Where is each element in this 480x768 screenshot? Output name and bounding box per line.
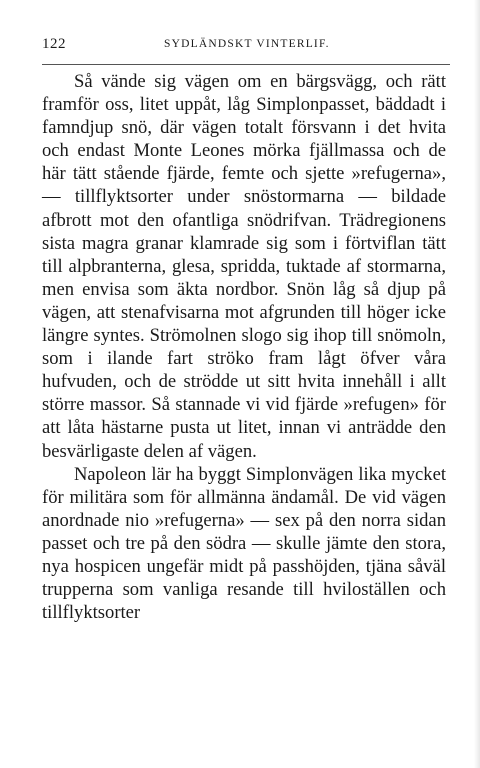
- body-text: [42, 70, 446, 624]
- page-edge-shadow: [474, 0, 480, 768]
- page-number: 122: [42, 36, 66, 52]
- running-head: [42, 36, 452, 56]
- paragraph: Så vände sig vägen om en bärgsvägg, och rätt framför oss, litet uppåt, låg Simplonpasset, bäddadt i famndjup snö, där vägen totalt försvann i det hvita och endast Monte Leones mörka fjällmassa och de här tätt stående fjärde, femte och sjette »refugerna», — tillflyktsorter under snöstormarna — bildade afbrott mot den ofantliga snödrifvan. Trädregionens sista magra granar klamrade sig som i förtviflan tätt till alpbranterna, glesa, spridda, tuktade af stormarna, men envisa som äkta nordbor. Snön låg så djup på vägen, att stenafvisarna mot afgrunden till höger icke längre syntes. Strömolnen slogo sig ihop till snömoln, som i ilande fart ströko fram lågt öfver våra hufvuden, och de strödde ut sitt hvita innehåll i allt större massor. Så stannade vi vid fjärde »refugen» för att låta hästarne pusta ut litet, innan vi anträdde den besvärligaste delen af vägen.: [42, 71, 446, 462]
- header-rule: [42, 64, 450, 65]
- paragraph: Napoleon lär ha byggt Simplonvägen lika mycket för militära som för allmänna ändamål. De vid vägen anordnade nio »refugerna» — sex på den norra sidan passet och tre på den södra — skulle jämte den stora, nya hospicen ungefär midt på passhöjden, tjäna såväl trupperna som vanliga resande till hviloställen och tillflyktsorter: [42, 463, 446, 624]
- running-title: SYDLÄNDSKT VINTERLIF.: [164, 38, 330, 50]
